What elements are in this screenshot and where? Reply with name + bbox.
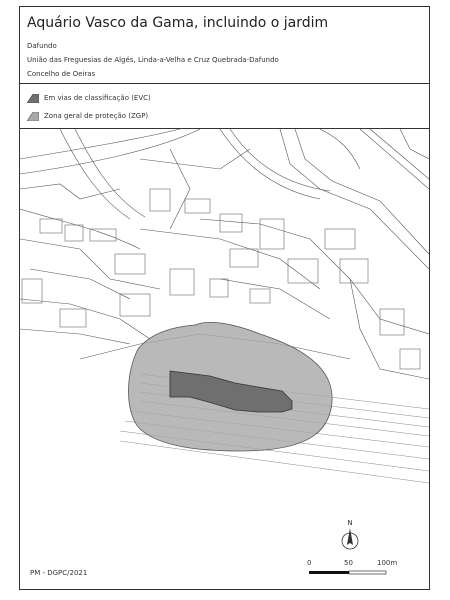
scale-bar-graphic xyxy=(309,569,389,577)
scale-bar xyxy=(307,559,398,579)
map-canvas[interactable] xyxy=(20,129,429,589)
legend-swatch-evc xyxy=(27,94,39,103)
council-name: Concelho de Oeiras xyxy=(27,70,96,78)
map-sheet xyxy=(19,6,430,590)
map-legend xyxy=(20,84,429,129)
north-label: N xyxy=(347,519,353,527)
legend-item-zgp xyxy=(27,110,148,122)
legend-item-evc xyxy=(27,92,151,104)
map-credit: PM - DGPC/2021 xyxy=(30,569,88,577)
scale-label-50: 50 xyxy=(344,559,353,567)
basemap xyxy=(20,129,429,589)
scale-label-0: 0 xyxy=(307,559,312,567)
map-header xyxy=(20,7,429,84)
north-arrow xyxy=(338,517,362,553)
map-title: Aquário Vasco da Gama, incluindo o jardim xyxy=(27,15,329,31)
scale-label-100: 100m xyxy=(377,559,398,567)
location-name: Dafundo xyxy=(27,42,57,50)
legend-swatch-zgp xyxy=(27,112,39,121)
legend-label-evc: Em vias de classificação (EVC) xyxy=(44,94,151,102)
parish-name: União das Freguesias de Algés, Linda-a-Velha e Cruz Quebrada-Dafundo xyxy=(27,56,279,64)
legend-label-zgp: Zona geral de proteção (ZGP) xyxy=(44,112,149,120)
north-arrow-icon xyxy=(338,517,362,553)
